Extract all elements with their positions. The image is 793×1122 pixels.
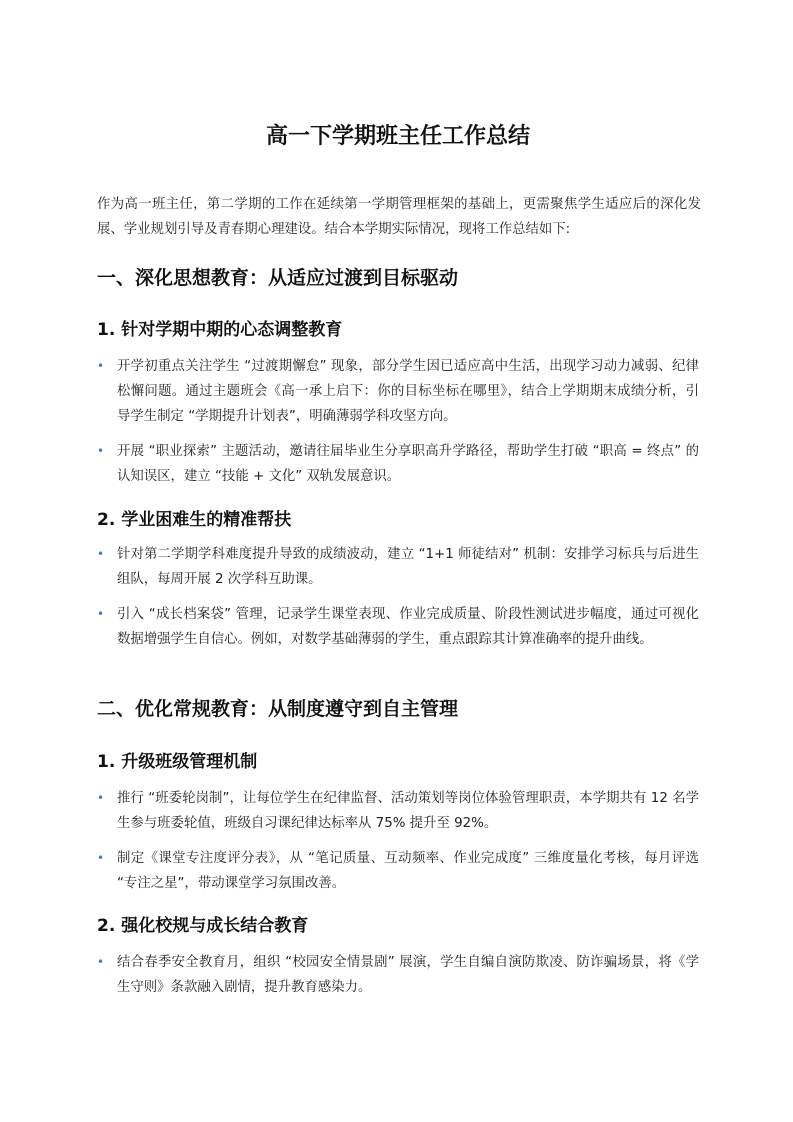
list-item-text: 制定《课堂专注度评分表》，从 “笔记质量、互动频率、作业完成度” 三维度量化考核，每月评选 “专注之星”，带动课堂学习氛围改善。 [117, 851, 699, 891]
bullet-icon: • [97, 955, 105, 969]
list-item [97, 602, 699, 652]
bullet-icon: • [97, 359, 105, 373]
subsection-title-1-1: 1. 针对学期中期的心态调整教育 [97, 320, 343, 340]
list-item-text: 引入 “成长档案袋” 管理，记录学生课堂表现、作业完成质量、阶段性测试进步幅度，通过可视化数据增强学生自信心。例如，对数学基础薄弱的学生，重点跟踪其计算准确率的提升曲线。 [117, 607, 699, 647]
list-item-text: 结合春季安全教育月，组织 “校园安全情景剧” 展演，学生自编自演防欺凌、防诈骗场景，将《学生守则》条款融入剧情，提升教育感染力。 [117, 955, 699, 995]
bullet-icon: • [97, 851, 105, 865]
subsection-title-2-1: 1. 升级班级管理机制 [97, 752, 258, 772]
list-item-text: 开学初重点关注学生 “过渡期懈怠” 现象，部分学生因已适应高中生活，出现学习动力减弱、纪律松懈问题。通过主题班会《高一承上启下：你的目标坐标在哪里》，结合上学期期末成绩分析，引导学生制定 “学期提升计划表”，明确薄弱学科攻坚方向。 [117, 359, 699, 424]
list-item-text: 推行 “班委轮岗制”，让每位学生在纪律监督、活动策划等岗位体验管理职责，本学期共有 12 名学生参与班委轮值，班级自习课纪律达标率从 75% 提升至 92%。 [117, 791, 699, 831]
bullet-list-2-2 [97, 950, 699, 1010]
list-item [97, 542, 699, 592]
list-item [97, 439, 699, 489]
document-title: 高一下学期班主任工作总结 [265, 124, 530, 149]
bullet-list-1-1 [97, 354, 699, 499]
list-item [97, 354, 699, 429]
subsection-title-2-2: 2. 强化校规与成长结合教育 [97, 916, 309, 936]
bullet-icon: • [97, 547, 105, 561]
section-title-1: 一、深化思想教育：从适应过渡到目标驱动 [97, 267, 459, 289]
bullet-list-2-1 [97, 786, 699, 906]
list-item-text: 开展 “职业探索” 主题活动，邀请往届毕业生分享职高升学路径，帮助学生打破 “职高 = 终点” 的认知误区，建立 “技能 + 文化” 双轨发展意识。 [117, 444, 699, 484]
list-item-text: 针对第二学期学科难度提升导致的成绩波动，建立 “1+1 师徒结对” 机制：安排学习标兵与后进生组队，每周开展 2 次学科互助课。 [117, 547, 699, 587]
list-item [97, 786, 699, 836]
bullet-icon: • [97, 791, 105, 805]
section-title-2: 二、优化常规教育：从制度遵守到自主管理 [97, 698, 459, 720]
bullet-icon: • [97, 444, 105, 458]
list-item [97, 846, 699, 896]
subsection-title-1-2: 2. 学业困难生的精准帮扶 [97, 510, 292, 530]
bullet-icon: • [97, 607, 105, 621]
bullet-list-1-2 [97, 542, 699, 662]
list-item [97, 950, 699, 1000]
intro-paragraph: 作为高一班主任，第二学期的工作在延续第一学期管理框架的基础上，更需聚焦学生适应后的深化发展、学业规划引导及青春期心理建设。结合本学期实际情况，现将工作总结如下: [97, 197, 701, 237]
